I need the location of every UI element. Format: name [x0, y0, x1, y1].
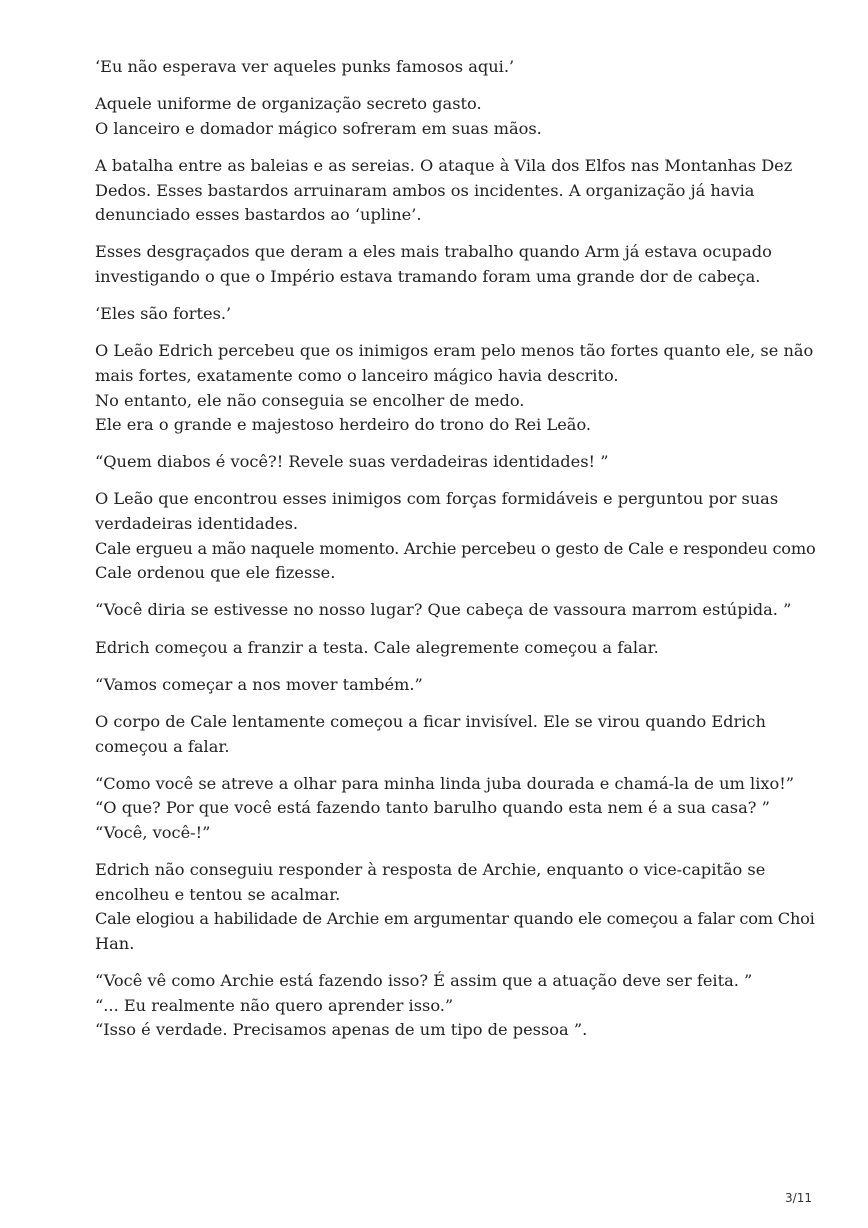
- paragraph: [95, 92, 795, 141]
- text-line: “O que? Por que você está fazendo tanto barulho quando esta nem é a sua casa? ”: [95, 798, 770, 818]
- paragraph: [95, 673, 795, 698]
- paragraph: [95, 339, 814, 437]
- paragraph: [95, 969, 795, 1043]
- text-line: O lanceiro e domador mágico sofreram em suas mãos.: [95, 118, 542, 138]
- text-line: ‘Eles são fortes.’: [95, 304, 232, 324]
- paragraph: [95, 772, 795, 846]
- text-line: “Você diria se estivesse no nosso lugar? Que cabeça de vassoura marrom estúpida. ”: [95, 600, 792, 620]
- text-line: No entanto, ele não conseguia se encolher de medo.: [95, 390, 525, 410]
- paragraph: [95, 240, 795, 289]
- paragraph: [95, 636, 795, 661]
- text-line: investigando o que o Império estava tramando foram uma grande dor de cabeça.: [95, 266, 761, 286]
- paragraph: [95, 598, 795, 623]
- document-body: [95, 55, 816, 1056]
- text-line: Cale ordenou que ele fizesse.: [95, 563, 336, 583]
- paragraph: [95, 450, 795, 475]
- text-line: O Leão Edrich percebeu que os inimigos eram pelo menos tão fortes quanto ele, se não: [95, 341, 814, 361]
- text-line: Cale elogiou a habilidade de Archie em argumentar quando ele começou a falar com Choi: [95, 909, 815, 929]
- text-line: O corpo de Cale lentamente começou a ficar invisível. Ele se virou quando Edrich: [95, 712, 766, 731]
- paragraph: [95, 154, 795, 228]
- text-line: Esses desgraçados que deram a eles mais trabalho quando Arm já estava ocupado: [95, 242, 772, 262]
- text-line: A batalha entre as baleias e as sereias. O ataque à Vila dos Elfos nas Montanhas Dez: [95, 155, 793, 175]
- text-line: Ele era o grande e majestoso herdeiro do trono do Rei Leão.: [95, 415, 592, 435]
- text-line: “Você vê como Archie está fazendo isso? É assim que a atuação deve ser feita. ”: [95, 971, 753, 991]
- text-line: mais fortes, exatamente como o lanceiro mágico havia descrito.: [95, 365, 619, 385]
- paragraph: [95, 487, 816, 585]
- text-line: “Como você se atreve a olhar para minha linda juba dourada e chamá-la de um lixo!”: [95, 773, 795, 793]
- text-line: começou a falar.: [95, 736, 230, 756]
- paragraph: [95, 858, 815, 956]
- text-line: “Quem diabos é você?! Revele suas verdadeiras identidades! ”: [95, 452, 609, 472]
- text-line: “Isso é verdade. Precisamos apenas de um tipo de pessoa ”.: [95, 1020, 588, 1040]
- text-line: Cale ergueu a mão naquele momento. Archie percebeu o gesto de Cale e respondeu como: [95, 538, 816, 558]
- text-line: O Leão que encontrou esses inimigos com forças formidáveis e perguntou por suas: [95, 489, 779, 509]
- text-line: Edrich não conseguiu responder à resposta de Archie, enquanto o vice-capitão se: [95, 860, 766, 880]
- text-line: “... Eu realmente não quero aprender isso.”: [95, 995, 454, 1015]
- paragraph: [95, 710, 795, 759]
- paragraph: [95, 55, 795, 80]
- text-line: “Você, você-!”: [95, 822, 211, 842]
- text-line: “Vamos começar a nos mover também.”: [95, 674, 423, 694]
- paragraph: [95, 302, 795, 327]
- text-line: Aquele uniforme de organização secreto gasto.: [95, 94, 482, 114]
- text-line: verdadeiras identidades.: [95, 514, 299, 534]
- text-line: Han.: [95, 933, 135, 953]
- text-line: Dedos. Esses bastardos arruinaram ambos os incidentes. A organização já havia: [95, 180, 755, 200]
- text-line: Edrich começou a franzir a testa. Cale alegremente começou a falar.: [95, 637, 659, 657]
- text-line: encolheu e tentou se acalmar.: [95, 884, 341, 904]
- page-number: 3/11: [785, 1191, 812, 1205]
- text-line: denunciado esses bastardos ao ‘upline’.: [95, 205, 422, 225]
- text-line: ‘Eu não esperava ver aqueles punks famosos aqui.’: [95, 57, 515, 76]
